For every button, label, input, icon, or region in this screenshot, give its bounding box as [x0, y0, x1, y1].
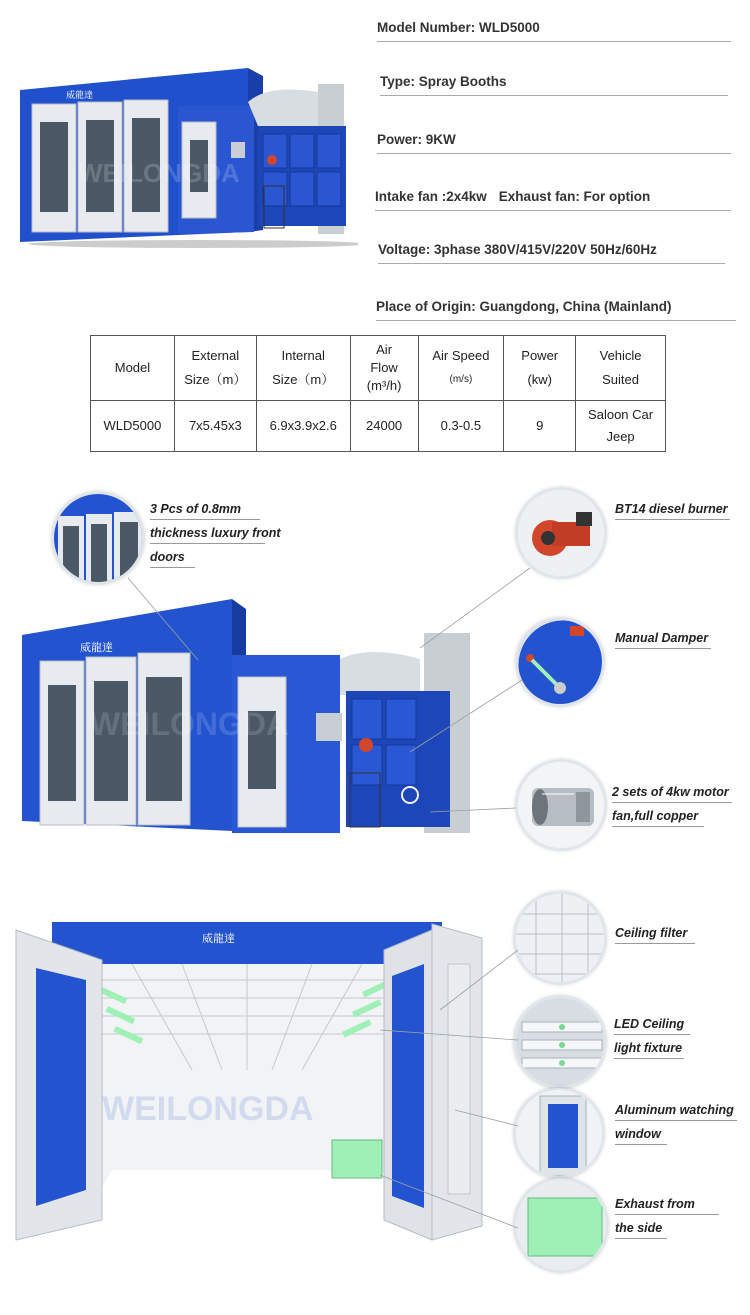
spec-origin: Place of Origin: Guangdong, China (Mainland)	[376, 299, 736, 321]
data-cell: 24000	[350, 401, 418, 452]
callout-doors: 3 Pcs of 0.8mm thickness luxury front doors	[150, 500, 265, 572]
watermark-text: WEILONGDA	[78, 158, 240, 188]
header-cell: Model	[91, 336, 175, 401]
callout-burner: BT14 diesel burner	[615, 500, 730, 524]
spec-model-number: Model Number: WLD5000	[377, 20, 731, 42]
data-cell: 7x5.45x3	[174, 401, 256, 452]
logo-text: 威龍達	[80, 641, 113, 654]
spec-table-header-row	[91, 336, 666, 401]
header-cell: Air Speed (m/s)	[418, 336, 504, 401]
exhaust-detail-photo	[514, 1178, 608, 1272]
burner-detail-photo	[516, 488, 606, 578]
data-cell: 9	[504, 401, 576, 452]
spec-table	[90, 335, 666, 452]
callout-window: Aluminum watching window	[615, 1101, 737, 1149]
spec-power: Power: 9KW	[377, 132, 731, 154]
callout-exhaust: Exhaust from the side	[615, 1195, 719, 1243]
damper-detail-photo	[516, 618, 604, 706]
header-cell: Power (kw)	[504, 336, 576, 401]
callout-motor: 2 sets of 4kw motor fan,full copper	[612, 783, 732, 831]
data-cell: 6.9x3.9x2.6	[256, 401, 350, 452]
led-fixture-detail-photo	[514, 996, 606, 1088]
spray-booth-photo-1	[18, 62, 358, 252]
spec-intake-fan: Intake fan :2x4kw	[375, 189, 487, 204]
header-cell: Vehicle Suited	[576, 336, 666, 401]
header-cell: Air Flow (m³/h)	[350, 336, 418, 401]
window-detail-photo	[514, 1088, 604, 1178]
doors-detail-photo	[52, 492, 144, 584]
callout-damper: Manual Damper	[615, 629, 711, 653]
ceiling-filter-detail-photo	[514, 892, 606, 984]
header-cell: Internal Size（m）	[256, 336, 350, 401]
spec-voltage: Voltage: 3phase 380V/415V/220V 50Hz/60Hz	[378, 242, 725, 264]
spray-booth-interior-photo	[12, 920, 500, 1250]
data-cell: WLD5000	[91, 401, 175, 452]
data-cell: Saloon Car Jeep	[576, 401, 666, 452]
motor-fan-detail-photo	[516, 760, 606, 850]
logo-text: 威龍達	[66, 91, 94, 101]
spray-booth-photo-2	[20, 595, 510, 840]
data-cell: 0.3-0.5	[418, 401, 504, 452]
spec-table-data-row	[91, 401, 666, 452]
spec-exhaust-fan: Exhaust fan: For option	[498, 189, 651, 204]
spec-type: Type: Spray Booths	[380, 74, 728, 96]
watermark-text: WEILONGDA	[90, 706, 290, 742]
callout-led: LED Ceiling light fixture	[614, 1015, 690, 1063]
spec-fans	[375, 189, 731, 211]
callout-ceiling-filter: Ceiling filter	[615, 924, 695, 948]
header-cell: External Size（m）	[174, 336, 256, 401]
logo-text: 威龍達	[202, 932, 235, 945]
watermark-text: WEILONGDA	[102, 1090, 314, 1128]
